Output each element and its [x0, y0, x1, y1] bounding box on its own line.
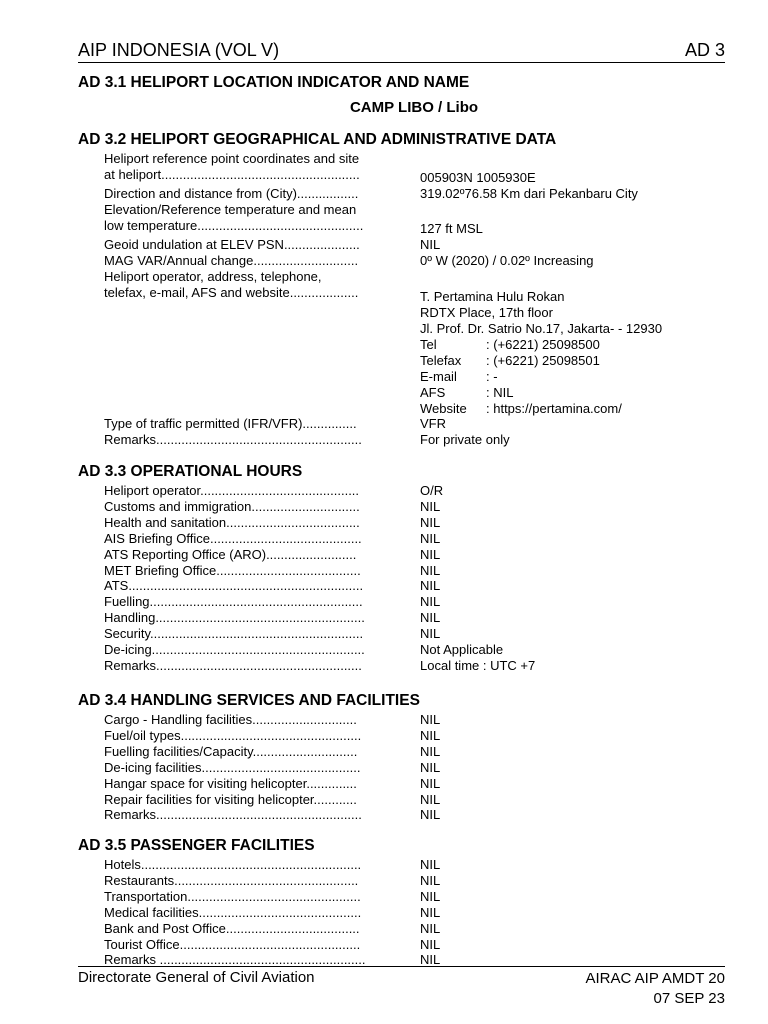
row-label: Heliport operator............................................: [104, 483, 360, 498]
website-key: Website: [420, 401, 467, 416]
email-key: E-mail: [420, 369, 457, 384]
operator-row: [104, 269, 725, 419]
row-value: NIL: [420, 904, 441, 920]
row-label: De-icing...........................................................: [104, 642, 365, 657]
row-value: NIL: [420, 514, 441, 530]
page-footer: [78, 966, 725, 1007]
row-label-line: Elevation/Reference temperature and mean: [104, 202, 357, 217]
row-value: 005903N 1005930E: [420, 170, 536, 185]
row-label: Transportation................................................: [104, 888, 361, 904]
afs-key: AFS: [420, 385, 446, 400]
section-title-3-5: AD 3.5 PASSENGER FACILITIES: [78, 837, 315, 854]
row-label: Security...........................................................: [104, 626, 364, 642]
operator-website: [420, 401, 662, 417]
section-title-3-1: AD 3.1 HELIPORT LOCATION INDICATOR AND NAME: [78, 74, 470, 91]
fax-key: Telefax: [420, 353, 462, 368]
row-label: Fuelling...........................................................: [104, 594, 363, 610]
row-value: NIL: [420, 857, 441, 872]
row-label: AIS Briefing Office..........................................: [104, 530, 362, 546]
row-value: NIL: [420, 712, 441, 727]
footer-date: 07 SEP 23: [653, 990, 725, 1007]
row-label: Restaurants...................................................: [104, 872, 359, 888]
row-label: De-icing facilities............................................: [104, 759, 361, 775]
row-label: ATS.................................................................: [104, 578, 364, 594]
row-label: Type of traffic permitted (IFR/VFR)...............: [104, 416, 357, 431]
section-title-3-2: AD 3.2 HELIPORT GEOGRAPHICAL AND ADMINISTRATIVE DATA: [78, 131, 557, 148]
row-label: Health and sanitation.....................................: [104, 514, 360, 530]
row-value: NIL: [420, 578, 441, 594]
row-value: NIL: [420, 952, 441, 968]
row-label: Fuelling facilities/Capacity.............................: [104, 743, 358, 759]
section-title-3-4: AD 3.4 HANDLING SERVICES AND FACILITIES: [78, 692, 420, 709]
row-value: Local time : UTC +7: [420, 657, 536, 673]
row-value: 0º W (2020) / 0.02º Increasing: [420, 253, 594, 268]
row-label-line: at heliport.......................................................: [104, 167, 360, 182]
row-label: Remarks.........................................................: [104, 807, 362, 823]
row-label: Hotels.............................................................: [104, 857, 362, 872]
fax-value: : (+6221) 25098501: [486, 353, 600, 368]
row-value: NIL: [420, 872, 441, 888]
afs-value: : NIL: [486, 385, 514, 400]
row-value: NIL: [420, 727, 441, 743]
row-label: Cargo - Handling facilities.............................: [104, 712, 357, 727]
row-value: O/R: [420, 483, 444, 498]
row-value: NIL: [420, 562, 441, 578]
row-value: NIL: [420, 807, 441, 823]
row-value: NIL: [420, 237, 441, 252]
row-label: Remarks .........................................................: [104, 952, 366, 968]
row-value: NIL: [420, 743, 441, 759]
operator-tel: [420, 337, 662, 353]
row-value: NIL: [420, 759, 441, 775]
footer-amdt: AIRAC AIP AMDT 20: [585, 970, 725, 987]
row-value: NIL: [420, 775, 441, 791]
row-value: NIL: [420, 546, 441, 562]
row-label: Bank and Post Office.....................................: [104, 920, 360, 936]
operator-fax: [420, 353, 662, 369]
footer-amendment: [585, 969, 725, 1009]
row-value: NIL: [420, 791, 441, 807]
row-value: NIL: [420, 530, 441, 546]
heliport-name: CAMP LIBO / Libo: [349, 99, 479, 116]
row-label: Tourist Office..................................................: [104, 936, 361, 952]
row-value: 127 ft MSL: [420, 221, 483, 236]
email-value: : -: [486, 369, 498, 384]
row-label: Fuel/oil types..................................................: [104, 727, 362, 743]
row-label: ATS Reporting Office (ARO).........................: [104, 546, 357, 562]
operator-address-2: Jl. Prof. Dr. Satrio No.17, Jakarta- - 12930: [420, 321, 663, 336]
row-label-line: Heliport operator, address, telephone,: [104, 269, 322, 284]
operator-afs: [420, 385, 662, 401]
row-label-line: low temperature..............................................: [104, 218, 364, 233]
header-title: AIP INDONESIA (VOL V): [78, 40, 280, 60]
row-value: NIL: [420, 936, 441, 952]
row-label: [104, 269, 392, 301]
row-label: Remarks.........................................................: [104, 432, 362, 447]
row-label: MAG VAR/Annual change.............................: [104, 253, 359, 268]
row-label: Remarks.........................................................: [104, 657, 362, 673]
row-label: Repair facilities for visiting helicopter............: [104, 791, 357, 807]
section-title-3-3: AD 3.3 OPERATIONAL HOURS: [78, 463, 303, 480]
row-label: Medical facilities.............................................: [104, 904, 362, 920]
footer-authority: Directorate General of Civil Aviation: [78, 969, 315, 986]
row-value: NIL: [420, 626, 441, 642]
operator-address-1: RDTX Place, 17th floor: [420, 305, 553, 320]
operator-email: [420, 369, 662, 385]
row-value: For private only: [420, 432, 510, 447]
page-header: [78, 40, 725, 63]
row-label: MET Briefing Office........................................: [104, 562, 361, 578]
header-section: AD 3: [684, 40, 725, 60]
row-label: Direction and distance from (City).................: [104, 186, 359, 201]
row-value: NIL: [420, 498, 441, 514]
operator-name: T. Pertamina Hulu Rokan: [420, 289, 565, 304]
row-label: Geoid undulation at ELEV PSN.....................: [104, 237, 360, 252]
row-value: NIL: [420, 920, 441, 936]
row-label: Customs and immigration..............................: [104, 498, 360, 514]
row-value: NIL: [420, 888, 441, 904]
row-label-line: telefax, e-mail, AFS and website...................: [104, 285, 359, 300]
website-value: : https://pertamina.com/: [486, 401, 622, 416]
row-value: VFR: [420, 416, 446, 431]
row-label: [104, 202, 392, 234]
row-value: Not Applicable: [420, 642, 504, 657]
tel-value: : (+6221) 25098500: [486, 337, 600, 352]
row-label: Hangar space for visiting helicopter..............: [104, 775, 357, 791]
tel-key: Tel: [420, 337, 437, 352]
row-label: Handling..........................................................: [104, 610, 365, 626]
row-value: NIL: [420, 610, 441, 626]
row-label: [104, 151, 392, 183]
row-value: NIL: [420, 594, 441, 610]
operator-contact-block: [420, 289, 662, 417]
row-label-line: Heliport reference point coordinates and site: [104, 151, 360, 166]
row-value: 319.02º76.58 Km dari Pekanbaru City: [420, 186, 638, 201]
